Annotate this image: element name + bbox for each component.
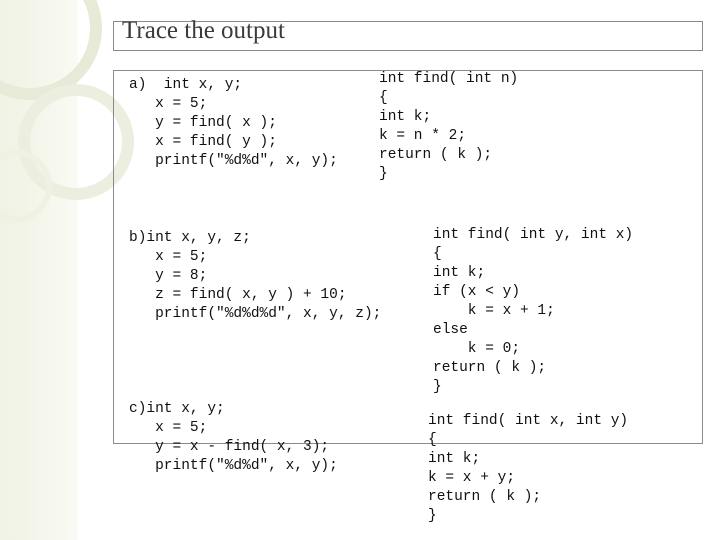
code-block-b-function: int find( int y, int x) { int k; if (x < y) k = x + 1; else k = 0; return ( k ); } — [433, 227, 634, 395]
slide-title: Trace the output — [122, 17, 285, 44]
code-block-a-function: int find( int n) { int k; k = n * 2; return ( k ); } — [379, 71, 519, 182]
title-box — [113, 17, 703, 51]
code-block-a-main: a) int x, y; x = 5; y = find( x ); x = find( y ); printf("%d%d", x, y); — [129, 77, 338, 169]
code-block-c-main: c)int x, y; x = 5; y = x - find( x, 3); printf("%d%d", x, y); — [129, 401, 338, 474]
code-block-b-main: b)int x, y, z; x = 5; y = 8; z = find( x, y ) + 10; printf("%d%d%d", x, y, z); — [129, 230, 382, 322]
decorative-sidebar — [0, 0, 78, 540]
code-block-c-function: int find( int x, int y) { int k; k = x + y; return ( k ); } — [428, 413, 629, 524]
